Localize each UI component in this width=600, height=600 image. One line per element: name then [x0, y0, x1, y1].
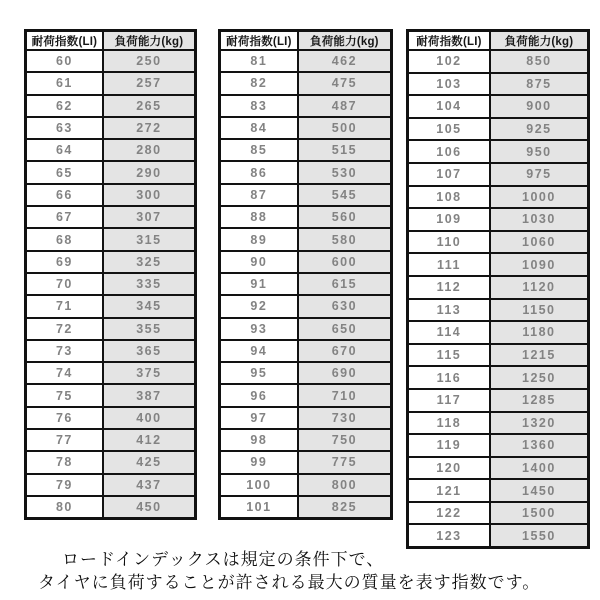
load-capacity-cell: 1250 — [491, 367, 587, 388]
load-capacity-cell: 900 — [491, 96, 587, 117]
table-row — [221, 272, 390, 294]
load-capacity-cell: 875 — [491, 74, 587, 95]
table-row — [409, 388, 587, 411]
load-capacity-cell: 335 — [104, 274, 194, 294]
table-row — [409, 185, 587, 208]
load-index-cell: 62 — [27, 96, 104, 116]
load-index-cell: 113 — [409, 300, 491, 321]
load-capacity-cell: 400 — [104, 408, 194, 428]
table-row — [409, 94, 587, 117]
load-index-cell: 79 — [27, 475, 104, 495]
load-capacity-cell: 775 — [299, 452, 390, 472]
load-capacity-cell: 545 — [299, 185, 390, 205]
table-row — [409, 49, 587, 72]
table-row — [27, 94, 194, 116]
load-capacity-cell: 650 — [299, 319, 390, 339]
load-capacity-cell: 500 — [299, 118, 390, 138]
table-body — [409, 49, 587, 546]
table-row — [27, 205, 194, 227]
load-capacity-cell: 1000 — [491, 187, 587, 208]
table-row — [27, 227, 194, 249]
load-capacity-cell: 710 — [299, 385, 390, 405]
load-index-cell: 94 — [221, 341, 299, 361]
load-index-cell: 98 — [221, 430, 299, 450]
load-capacity-cell: 800 — [299, 475, 390, 495]
table-row — [27, 361, 194, 383]
load-index-cell: 109 — [409, 209, 491, 230]
table-row — [27, 339, 194, 361]
table-body — [27, 49, 194, 517]
load-capacity-cell: 1450 — [491, 480, 587, 501]
table-row — [409, 252, 587, 275]
load-index-cell: 115 — [409, 345, 491, 366]
load-capacity-cell: 315 — [104, 229, 194, 249]
load-index-cell: 123 — [409, 525, 491, 546]
load-capacity-cell: 950 — [491, 141, 587, 162]
load-index-cell: 102 — [409, 51, 491, 72]
load-capacity-cell: 250 — [104, 51, 194, 71]
load-capacity-cell: 462 — [299, 51, 390, 71]
table-row — [221, 94, 390, 116]
load-index-cell: 81 — [221, 51, 299, 71]
table-row — [221, 183, 390, 205]
load-capacity-cell: 690 — [299, 363, 390, 383]
load-index-cell: 64 — [27, 140, 104, 160]
load-capacity-cell: 600 — [299, 252, 390, 272]
table-row — [27, 450, 194, 472]
column-header-load-capacity: 負荷能力(kg) — [491, 32, 587, 49]
load-index-cell: 99 — [221, 452, 299, 472]
column-header-load-capacity: 負荷能力(kg) — [299, 32, 390, 49]
table-row — [409, 320, 587, 343]
load-capacity-cell: 630 — [299, 296, 390, 316]
table-row — [27, 406, 194, 428]
load-index-cell: 90 — [221, 252, 299, 272]
load-index-cell: 121 — [409, 480, 491, 501]
load-capacity-cell: 437 — [104, 475, 194, 495]
load-index-cell: 120 — [409, 458, 491, 479]
load-index-cell: 88 — [221, 207, 299, 227]
table-row — [409, 523, 587, 546]
load-index-cell: 73 — [27, 341, 104, 361]
table-row — [27, 495, 194, 517]
load-index-cell: 74 — [27, 363, 104, 383]
footer-description-line1: ロードインデックスは規定の条件下で、 — [62, 550, 385, 569]
load-capacity-cell: 1090 — [491, 254, 587, 275]
table-row — [221, 250, 390, 272]
table-row — [409, 501, 587, 524]
table-row — [221, 294, 390, 316]
table-row — [221, 71, 390, 93]
table-row — [409, 456, 587, 479]
load-index-cell: 67 — [27, 207, 104, 227]
table-row — [409, 162, 587, 185]
table-row — [409, 343, 587, 366]
load-capacity-cell: 345 — [104, 296, 194, 316]
column-header-load-index: 耐荷指数(LI) — [409, 32, 491, 49]
table-row — [27, 49, 194, 71]
load-index-cell: 122 — [409, 503, 491, 524]
load-index-cell: 112 — [409, 277, 491, 298]
load-capacity-cell: 1150 — [491, 300, 587, 321]
load-capacity-cell: 365 — [104, 341, 194, 361]
load-capacity-cell: 975 — [491, 164, 587, 185]
table-row — [27, 183, 194, 205]
load-index-cell: 104 — [409, 96, 491, 117]
load-capacity-cell: 580 — [299, 229, 390, 249]
load-index-cell: 93 — [221, 319, 299, 339]
load-capacity-cell: 1500 — [491, 503, 587, 524]
table-header-row — [221, 32, 390, 49]
table-row — [409, 478, 587, 501]
load-index-cell: 68 — [27, 229, 104, 249]
table-row — [409, 365, 587, 388]
load-index-cell: 101 — [221, 497, 299, 517]
table-row — [409, 433, 587, 456]
load-index-cell: 106 — [409, 141, 491, 162]
table-row — [27, 473, 194, 495]
load-capacity-cell: 530 — [299, 162, 390, 182]
table-row — [27, 428, 194, 450]
load-index-cell: 82 — [221, 73, 299, 93]
load-capacity-cell: 450 — [104, 497, 194, 517]
load-index-cell: 110 — [409, 232, 491, 253]
load-index-table-81-101 — [218, 29, 393, 520]
load-capacity-cell: 280 — [104, 140, 194, 160]
load-index-cell: 116 — [409, 367, 491, 388]
load-index-cell: 87 — [221, 185, 299, 205]
load-capacity-cell: 730 — [299, 408, 390, 428]
table-row — [27, 116, 194, 138]
load-capacity-cell: 1285 — [491, 390, 587, 411]
load-index-cell: 76 — [27, 408, 104, 428]
table-body — [221, 49, 390, 517]
load-capacity-cell: 265 — [104, 96, 194, 116]
load-capacity-cell: 1060 — [491, 232, 587, 253]
load-index-cell: 65 — [27, 162, 104, 182]
load-capacity-cell: 1400 — [491, 458, 587, 479]
table-row — [27, 272, 194, 294]
table-row — [221, 227, 390, 249]
load-index-cell: 117 — [409, 390, 491, 411]
load-capacity-cell: 272 — [104, 118, 194, 138]
table-row — [221, 473, 390, 495]
load-index-cell: 69 — [27, 252, 104, 272]
load-index-cell: 89 — [221, 229, 299, 249]
load-index-cell: 72 — [27, 319, 104, 339]
table-row — [409, 298, 587, 321]
load-index-cell: 83 — [221, 96, 299, 116]
table-row — [221, 361, 390, 383]
load-index-cell: 78 — [27, 452, 104, 472]
table-row — [221, 317, 390, 339]
load-index-cell: 75 — [27, 385, 104, 405]
load-index-cell: 86 — [221, 162, 299, 182]
load-index-cell: 60 — [27, 51, 104, 71]
table-row — [27, 160, 194, 182]
table-row — [409, 139, 587, 162]
load-capacity-cell: 825 — [299, 497, 390, 517]
table-header-row — [27, 32, 194, 49]
load-capacity-cell: 412 — [104, 430, 194, 450]
load-capacity-cell: 1120 — [491, 277, 587, 298]
load-capacity-cell: 850 — [491, 51, 587, 72]
table-row — [221, 383, 390, 405]
load-index-cell: 71 — [27, 296, 104, 316]
load-capacity-cell: 487 — [299, 96, 390, 116]
load-capacity-cell: 515 — [299, 140, 390, 160]
table-row — [27, 250, 194, 272]
table-row — [27, 71, 194, 93]
load-index-cell: 118 — [409, 413, 491, 434]
load-capacity-cell: 425 — [104, 452, 194, 472]
table-row — [409, 207, 587, 230]
load-index-table-60-80 — [24, 29, 197, 520]
footer-description-line2: タイヤに負荷することが許される最大の質量を表す指数です。 — [38, 573, 541, 592]
table-row — [221, 495, 390, 517]
load-index-cell: 111 — [409, 254, 491, 275]
load-index-table-102-123 — [406, 29, 590, 549]
table-row — [409, 275, 587, 298]
table-row — [409, 72, 587, 95]
load-capacity-cell: 325 — [104, 252, 194, 272]
load-index-cell: 119 — [409, 435, 491, 456]
load-index-cell: 108 — [409, 187, 491, 208]
load-capacity-cell: 1360 — [491, 435, 587, 456]
table-row — [27, 138, 194, 160]
load-index-cell: 80 — [27, 497, 104, 517]
table-row — [409, 117, 587, 140]
load-capacity-cell: 257 — [104, 73, 194, 93]
table-row — [27, 294, 194, 316]
table-row — [221, 406, 390, 428]
load-index-cell: 100 — [221, 475, 299, 495]
load-index-cell: 96 — [221, 385, 299, 405]
load-index-cell: 61 — [27, 73, 104, 93]
load-index-cell: 95 — [221, 363, 299, 383]
table-row — [27, 317, 194, 339]
load-capacity-cell: 615 — [299, 274, 390, 294]
load-index-cell: 66 — [27, 185, 104, 205]
load-capacity-cell: 560 — [299, 207, 390, 227]
load-capacity-cell: 290 — [104, 162, 194, 182]
load-index-cell: 105 — [409, 119, 491, 140]
load-index-cell: 77 — [27, 430, 104, 450]
load-capacity-cell: 1320 — [491, 413, 587, 434]
load-index-cell: 85 — [221, 140, 299, 160]
load-index-cell: 107 — [409, 164, 491, 185]
load-index-cell: 91 — [221, 274, 299, 294]
load-capacity-cell: 387 — [104, 385, 194, 405]
load-capacity-cell: 1550 — [491, 525, 587, 546]
load-index-cell: 84 — [221, 118, 299, 138]
load-capacity-cell: 375 — [104, 363, 194, 383]
load-index-cell: 114 — [409, 322, 491, 343]
table-row — [409, 411, 587, 434]
load-capacity-cell: 925 — [491, 119, 587, 140]
column-header-load-capacity: 負荷能力(kg) — [104, 32, 194, 49]
load-index-cell: 63 — [27, 118, 104, 138]
column-header-load-index: 耐荷指数(LI) — [27, 32, 104, 49]
table-row — [221, 205, 390, 227]
load-capacity-cell: 1215 — [491, 345, 587, 366]
load-capacity-cell: 1030 — [491, 209, 587, 230]
load-index-cell: 103 — [409, 74, 491, 95]
load-index-cell: 97 — [221, 408, 299, 428]
load-capacity-cell: 670 — [299, 341, 390, 361]
load-capacity-cell: 307 — [104, 207, 194, 227]
table-header-row — [409, 32, 587, 49]
load-capacity-cell: 475 — [299, 73, 390, 93]
table-row — [221, 49, 390, 71]
load-capacity-cell: 355 — [104, 319, 194, 339]
table-row — [409, 230, 587, 253]
table-row — [221, 428, 390, 450]
table-row — [221, 116, 390, 138]
table-row — [221, 160, 390, 182]
load-index-cell: 70 — [27, 274, 104, 294]
load-capacity-cell: 750 — [299, 430, 390, 450]
table-row — [221, 450, 390, 472]
load-capacity-cell: 300 — [104, 185, 194, 205]
table-row — [221, 138, 390, 160]
table-row — [27, 383, 194, 405]
load-index-cell: 92 — [221, 296, 299, 316]
column-header-load-index: 耐荷指数(LI) — [221, 32, 299, 49]
table-row — [221, 339, 390, 361]
load-capacity-cell: 1180 — [491, 322, 587, 343]
